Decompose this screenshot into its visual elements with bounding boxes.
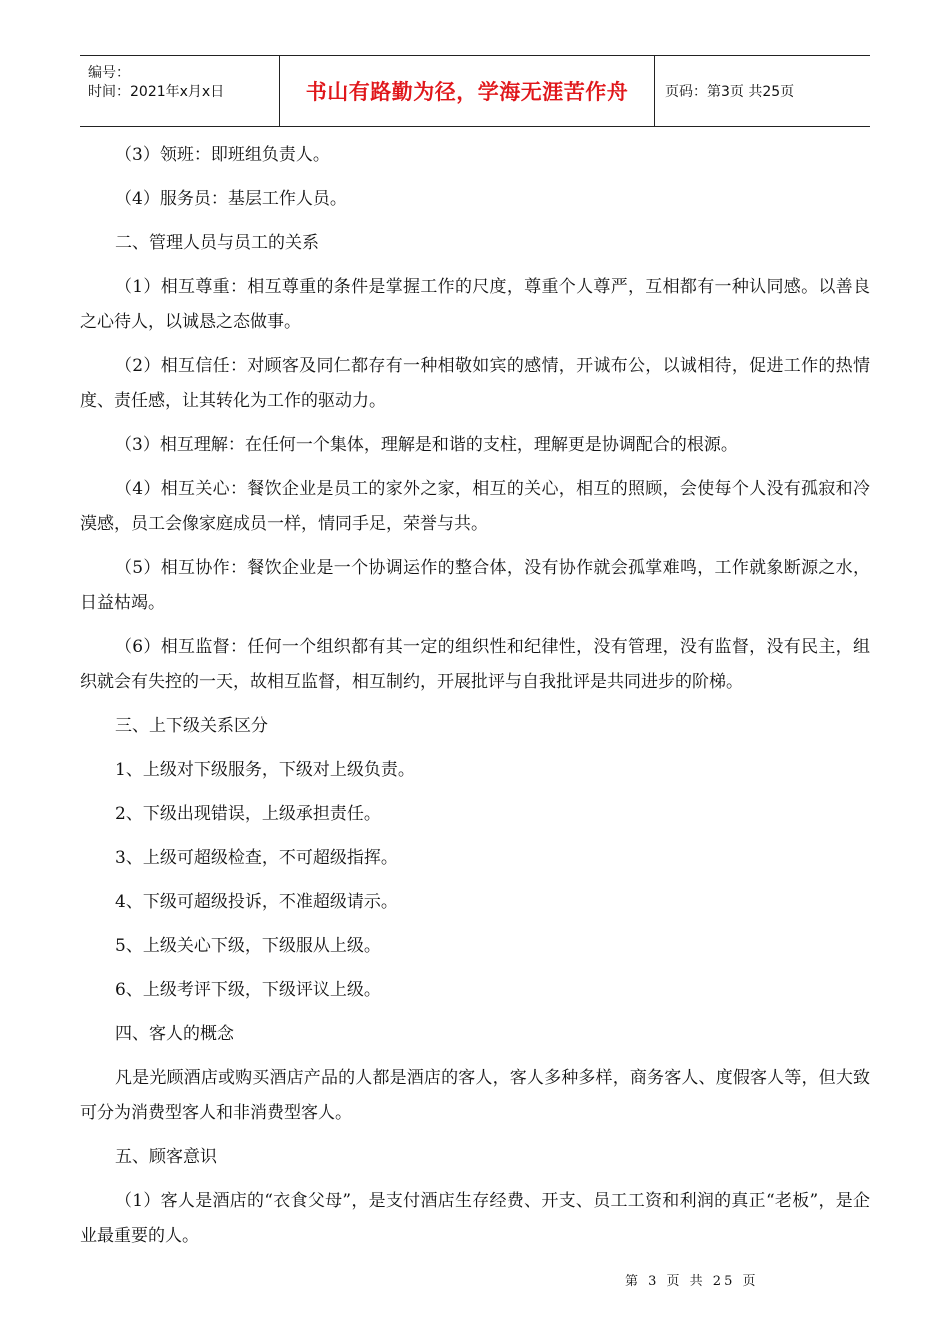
paragraph: （1）相互尊重：相互尊重的条件是掌握工作的尺度，尊重个人尊严，互相都有一种认同感。以善良之心待人，以诚恳之态做事。 <box>80 277 870 332</box>
list-item: 4、下级可超级投诉，不准超级请示。 <box>115 892 398 912</box>
section-heading: 三、上下级关系区分 <box>115 716 268 736</box>
paragraph: 凡是光顾酒店或购买酒店产品的人都是酒店的客人，客人多种多样，商务客人、度假客人等，但大致可分为消费型客人和非消费型客人。 <box>80 1068 870 1123</box>
paragraph: （3）相互理解：在任何一个集体，理解是和谐的支柱，理解更是协调配合的根源。 <box>115 435 738 455</box>
paragraph: （3）领班：即班组负责人。 <box>115 145 330 165</box>
header-page-info: 页码：第3页 共25页 <box>665 84 795 100</box>
paragraph: （1）客人是酒店的“衣食父母”，是支付酒店生存经费、开支、员工工资和利润的真正“老板”，是企业最重要的人。 <box>80 1191 870 1246</box>
section-heading: 二、管理人员与员工的关系 <box>115 233 319 253</box>
paragraph: （6）相互监督：任何一个组织都有其一定的组织性和纪律性，没有管理，没有监督，没有民主，组织就会有失控的一天，故相互监督，相互制约，开展批评与自我批评是共同进步的阶梯。 <box>80 637 870 692</box>
document-body <box>80 138 870 1263</box>
list-item: 2、下级出现错误，上级承担责任。 <box>115 804 381 824</box>
paragraph: （2）相互信任：对顾客及同仁都存有一种相敬如宾的感情，开诚布公，以诚相待，促进工作的热情度、责任感，让其转化为工作的驱动力。 <box>80 356 870 411</box>
page-footer: 第 3 页 共 25 页 <box>625 1274 759 1289</box>
paragraph: （4）相互关心：餐饮企业是员工的家外之家，相互的关心，相互的照顾，会使每个人没有孤寂和冷漠感，员工会像家庭成员一样，情同手足，荣誉与共。 <box>80 479 870 534</box>
list-item: 5、上级关心下级，下级服从上级。 <box>115 936 381 956</box>
section-heading: 四、客人的概念 <box>115 1024 234 1044</box>
paragraph: （4）服务员：基层工作人员。 <box>115 189 347 209</box>
document-number-label: 编号： <box>88 65 130 81</box>
header-meta-cell <box>80 56 280 126</box>
list-item: 1、上级对下级服务，下级对上级负责。 <box>115 760 415 780</box>
header-motto: 书山有路勤为径，学海无涯苦作舟 <box>280 56 655 126</box>
section-heading: 五、顾客意识 <box>115 1147 217 1167</box>
document-date-label: 时间：2021年x月x日 <box>88 84 225 100</box>
paragraph: （5）相互协作：餐饮企业是一个协调运作的整合体，没有协作就会孤掌难鸣，工作就象断源之水，日益枯竭。 <box>80 558 870 613</box>
list-item: 6、上级考评下级，下级评议上级。 <box>115 980 381 1000</box>
list-item: 3、上级可超级检查，不可超级指挥。 <box>115 848 398 868</box>
page-header <box>80 55 870 127</box>
